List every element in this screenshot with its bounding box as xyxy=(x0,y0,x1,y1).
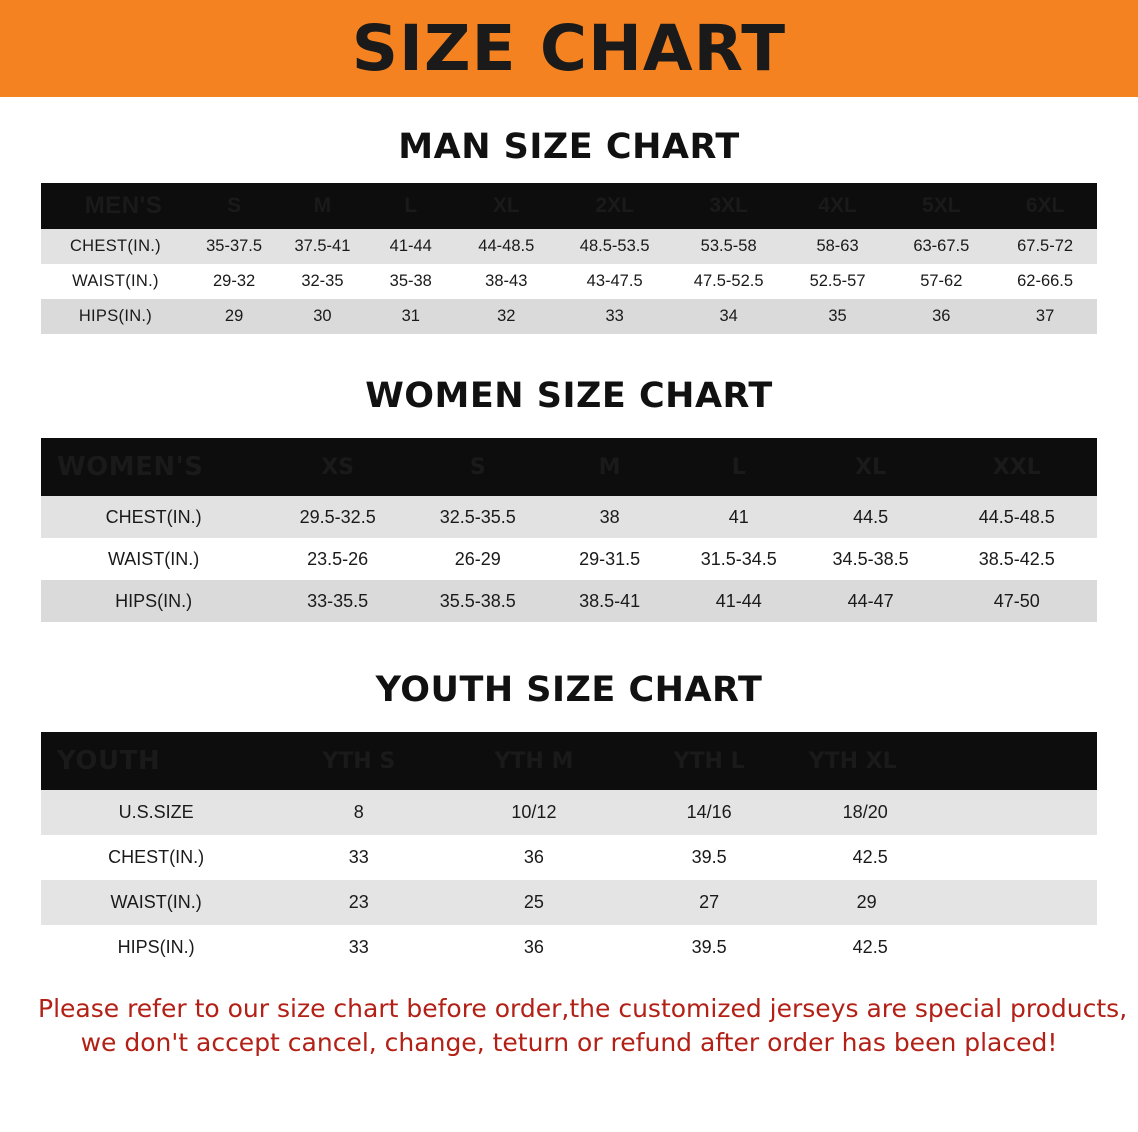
table-cell: 29.5-32.5 xyxy=(299,506,376,527)
table-cell: 32.5-35.5 xyxy=(439,506,516,527)
table-cell: 29-31.5 xyxy=(579,548,641,569)
header-cell: 5XL xyxy=(922,194,961,217)
table-cell: 32 xyxy=(497,307,516,325)
table-cell: 25 xyxy=(523,892,544,912)
table-row xyxy=(41,790,1097,835)
youth-section-title: YOUTH SIZE CHART xyxy=(375,670,763,710)
table-cell: 36 xyxy=(932,307,951,325)
table-cell: 26-29 xyxy=(454,548,501,569)
table-cell: 34 xyxy=(719,307,738,325)
header-cell: YTH M xyxy=(494,748,574,774)
table-cell: 67.5-72 xyxy=(1017,237,1074,255)
header-cell: L xyxy=(404,194,418,217)
table-row xyxy=(41,229,1097,264)
header-cell: YOUTH xyxy=(57,746,161,776)
table-row xyxy=(41,880,1097,925)
header-cell: M xyxy=(313,194,332,217)
header-cell: YTH XL xyxy=(808,748,897,774)
order-policy-note xyxy=(0,992,1138,1060)
table-cell: 52.5-57 xyxy=(809,272,866,290)
youth-size-table xyxy=(41,732,1097,970)
header-cell: XL xyxy=(492,194,520,217)
table-cell: 39.5 xyxy=(691,847,727,867)
table-cell: 14/16 xyxy=(686,802,732,822)
table-cell: 27 xyxy=(699,892,720,912)
row-label: HIPS(IN.) xyxy=(78,307,153,325)
table-cell: 48.5-53.5 xyxy=(579,237,650,255)
table-cell: 36 xyxy=(523,847,544,867)
table-cell: 32-35 xyxy=(301,272,344,290)
table-cell: 42.5 xyxy=(852,937,888,957)
row-label: HIPS(IN.) xyxy=(115,590,193,611)
row-label: HIPS(IN.) xyxy=(117,937,195,957)
table-cell: 62-66.5 xyxy=(1017,272,1074,290)
header-cell: S xyxy=(227,194,242,217)
table-row xyxy=(41,580,1097,622)
table-cell: 44.5-48.5 xyxy=(978,506,1055,527)
table-row xyxy=(41,496,1097,538)
table-cell: 53.5-58 xyxy=(700,237,757,255)
header-cell: 6XL xyxy=(1025,194,1065,217)
table-cell: 33-35.5 xyxy=(307,590,369,611)
row-label: CHEST(IN.) xyxy=(108,847,205,867)
header-cell: XXL xyxy=(992,454,1041,480)
table-cell: 29 xyxy=(856,892,877,912)
table-cell: 33 xyxy=(605,307,624,325)
table-row xyxy=(41,835,1097,880)
table-cell: 63-67.5 xyxy=(913,237,970,255)
header-cell: YTH L xyxy=(673,748,745,774)
table-cell: 57-62 xyxy=(920,272,963,290)
table-cell: 47.5-52.5 xyxy=(693,272,764,290)
row-label: WAIST(IN.) xyxy=(107,548,200,569)
table-cell: 18/20 xyxy=(842,802,888,822)
header-cell: 4XL xyxy=(818,194,857,217)
header-cell: XL xyxy=(855,454,887,480)
man-size-table xyxy=(41,183,1097,334)
table-cell: 10/12 xyxy=(511,802,557,822)
table-cell: 33 xyxy=(348,937,369,957)
table-cell: 38 xyxy=(599,506,620,527)
youth-table-wrap xyxy=(0,732,1138,970)
table-cell: 38.5-42.5 xyxy=(978,548,1055,569)
header-cell: S xyxy=(469,454,486,480)
table-cell: 31.5-34.5 xyxy=(700,548,777,569)
table-cell: 36 xyxy=(523,937,544,957)
table-cell: 41-44 xyxy=(715,590,762,611)
table-cell: 38-43 xyxy=(485,272,528,290)
table-cell: 58-63 xyxy=(816,237,859,255)
women-size-table xyxy=(41,438,1097,622)
header-cell: YTH S xyxy=(322,748,396,774)
header-cell: 2XL xyxy=(595,194,634,217)
table-cell: 41-44 xyxy=(389,237,432,255)
table-cell: 44.5 xyxy=(853,506,889,527)
table-cell: 42.5 xyxy=(852,847,888,867)
women-section-title: WOMEN SIZE CHART xyxy=(365,376,773,416)
man-section-title: MAN SIZE CHART xyxy=(398,127,740,167)
row-label: WAIST(IN.) xyxy=(72,272,159,290)
women-table-wrap xyxy=(0,438,1138,622)
table-cell: 30 xyxy=(313,307,332,325)
table-cell: 41 xyxy=(728,506,749,527)
row-label: CHEST(IN.) xyxy=(69,237,161,255)
table-cell: 33 xyxy=(348,847,369,867)
note-line-1: Please refer to our size chart before order,the customized jerseys are special products, xyxy=(38,994,1128,1023)
table-cell: 29 xyxy=(224,307,244,325)
row-label: U.S.SIZE xyxy=(118,802,194,822)
table-cell: 35-38 xyxy=(389,272,432,290)
table-row xyxy=(41,299,1097,334)
table-cell: 31 xyxy=(401,307,420,325)
table-header-row xyxy=(41,183,1097,229)
table-cell: 39.5 xyxy=(691,937,727,957)
table-cell: 44-48.5 xyxy=(478,237,535,255)
header-cell: M xyxy=(598,454,621,480)
man-table-wrap xyxy=(0,183,1138,334)
page-banner xyxy=(0,0,1138,97)
table-cell: 37 xyxy=(1035,307,1055,325)
table-cell: 37.5-41 xyxy=(294,237,351,255)
table-cell: 47-50 xyxy=(993,590,1040,611)
header-cell: WOMEN'S xyxy=(57,452,204,482)
note-line-2: we don't accept cancel, change, teturn or refund after order has been placed! xyxy=(80,1027,1058,1057)
table-row xyxy=(41,538,1097,580)
table-cell: 38.5-41 xyxy=(579,590,641,611)
table-cell: 44-47 xyxy=(847,590,894,611)
table-row xyxy=(41,264,1097,299)
table-cell: 29-32 xyxy=(213,272,256,290)
table-header-row xyxy=(41,438,1097,496)
table-cell: 43-47.5 xyxy=(586,272,643,290)
table-header-row xyxy=(41,732,1097,790)
table-cell: 35-37.5 xyxy=(206,237,263,255)
table-cell: 23.5-26 xyxy=(307,548,369,569)
table-cell: 34.5-38.5 xyxy=(832,548,909,569)
header-cell: XS xyxy=(321,454,355,480)
header-cell: L xyxy=(731,454,746,480)
table-cell: 35.5-38.5 xyxy=(439,590,516,611)
table-cell: 8 xyxy=(353,802,364,822)
header-cell: MEN'S xyxy=(84,192,163,219)
table-cell: 35 xyxy=(828,307,847,325)
header-cell: 3XL xyxy=(709,194,748,217)
row-label: CHEST(IN.) xyxy=(105,506,202,527)
page-title: SIZE CHART xyxy=(351,12,787,85)
table-row xyxy=(41,925,1097,970)
table-cell: 23 xyxy=(348,892,369,912)
row-label: WAIST(IN.) xyxy=(110,892,202,912)
